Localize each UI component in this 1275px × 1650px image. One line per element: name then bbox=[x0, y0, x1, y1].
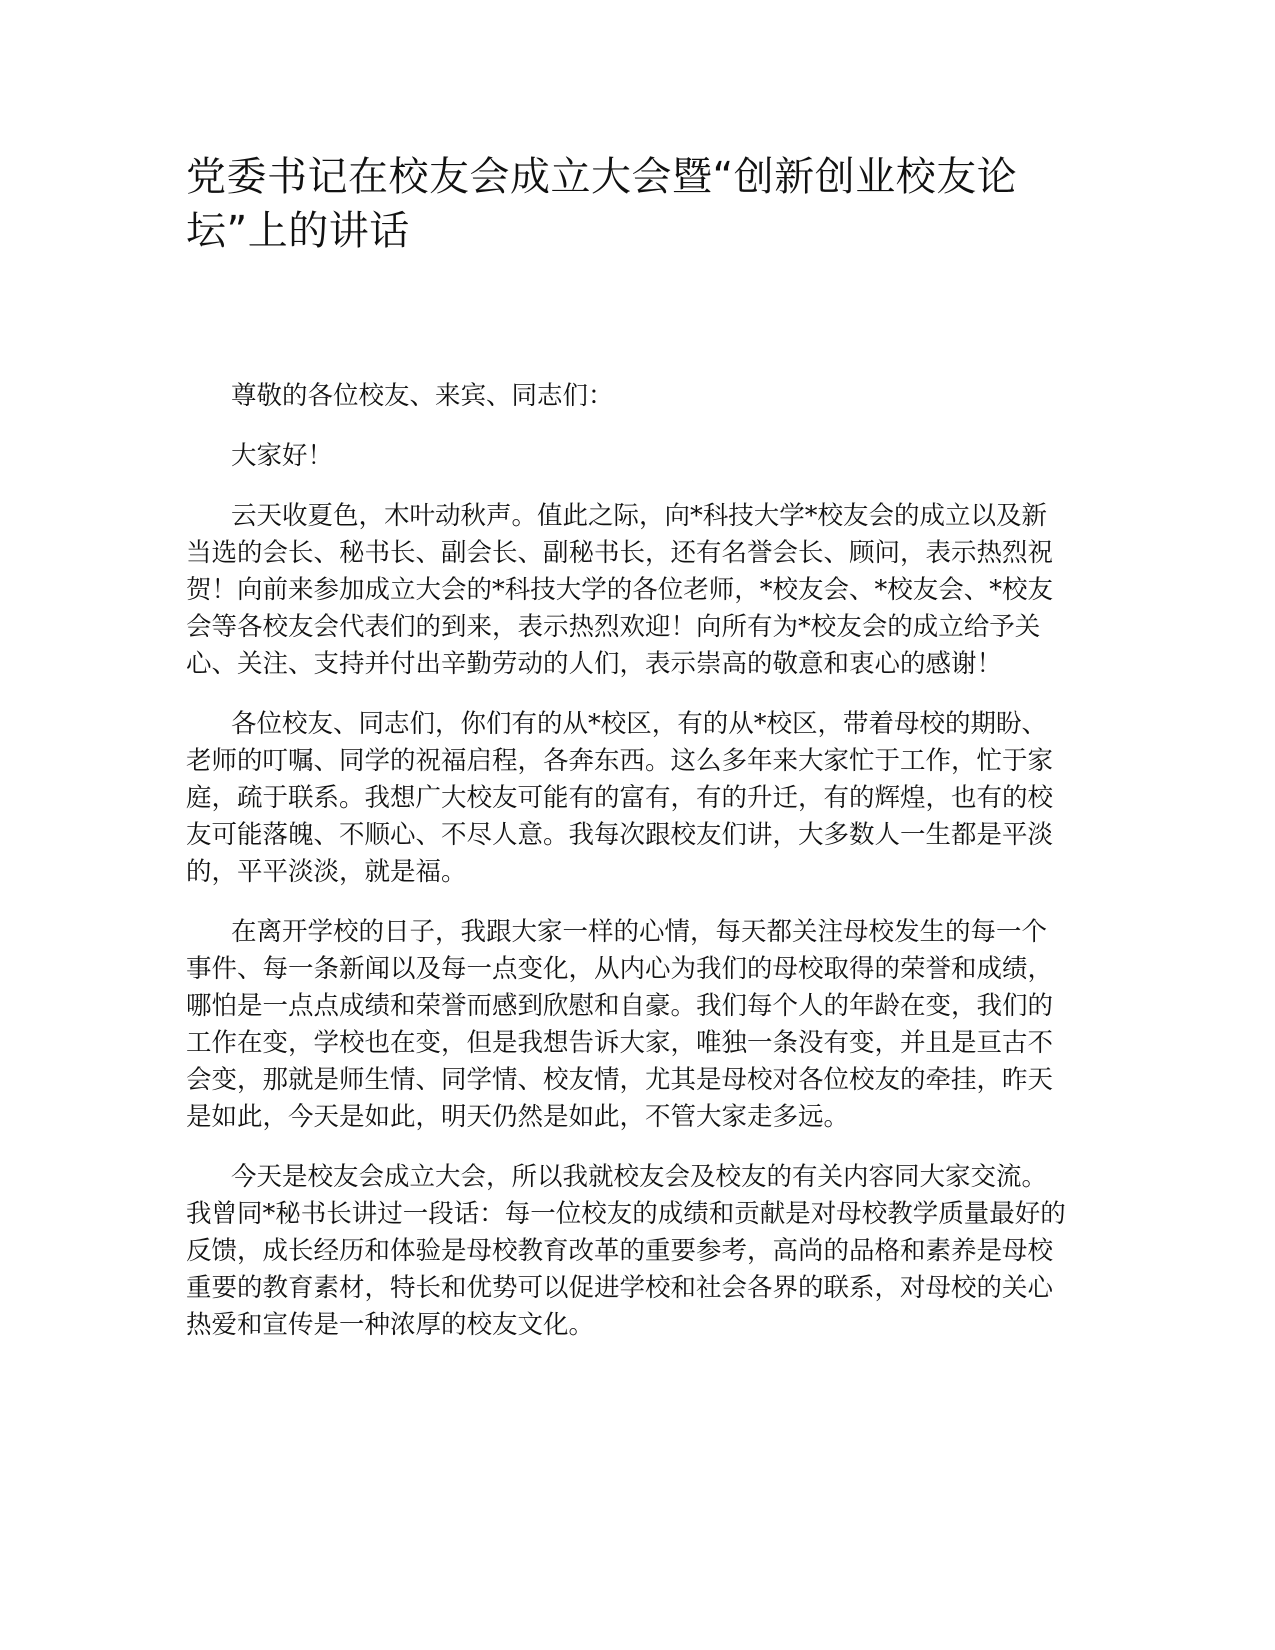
body-paragraph: 今天是校友会成立大会，所以我就校友会及校友的有关内容同大家交流。我曾同*秘书长讲过一段话：每一位校友的成绩和贡献是对母校教学质量最好的反馈，成长经历和体验是母校教育改革的重要参考，高尚的品格和素养是母校重要的教育素材，特长和优势可以促进学校和社会各界的联系，对母校的关心热爱和宣传是一种浓厚的校友文化。 bbox=[186, 1162, 1066, 1340]
body-paragraph: 各位校友、同志们，你们有的从*校区，有的从*校区，带着母校的期盼、老师的叮嘱、同学的祝福启程，各奔东西。这么多年来大家忙于工作，忙于家庭，疏于联系。我想广大校友可能有的富有，有的升迁，有的辉煌，也有的校友可能落魄、不顺心、不尽人意。我每次跟校友们讲，大多数人一生都是平淡的，平平淡淡，就是福。 bbox=[186, 709, 1054, 887]
document-body bbox=[186, 378, 1066, 1367]
body-paragraph: 在离开学校的日子，我跟大家一样的心情，每天都关注母校发生的每一个事件、每一条新闻以及每一点变化，从内心为我们的母校取得的荣誉和成绩，哪怕是一点点成绩和荣誉而感到欣慰和自豪。我们每个人的年龄在变，我们的工作在变，学校也在变，但是我想告诉大家，唯独一条没有变，并且是亘古不会变，那就是师生情、同学情、校友情，尤其是母校对各位校友的牵挂，昨天是如此，今天是如此，明天仍然是如此，不管大家走多远。 bbox=[186, 917, 1054, 1132]
salutation-paragraph: 尊敬的各位校友、来宾、同志们： bbox=[231, 381, 614, 411]
greeting-paragraph: 大家好！ bbox=[231, 441, 334, 471]
body-paragraph: 云天收夏色，木叶动秋声。值此之际，向*科技大学*校友会的成立以及新当选的会长、秘书长、副会长、副秘书长，还有名誉会长、顾问，表示热烈祝贺！向前来参加成立大会的*科技大学的各位老师，*校友会、*校友会、*校友会等各校友会代表们的到来，表示热烈欢迎！向所有为*校友会的成立给予关心、关注、支持并付出辛勤劳动的人们，表示崇高的敬意和衷心的感谢！ bbox=[186, 501, 1054, 679]
document-title: 党委书记在校友会成立大会暨“创新创业校友论坛”上的讲话 bbox=[186, 154, 1018, 254]
